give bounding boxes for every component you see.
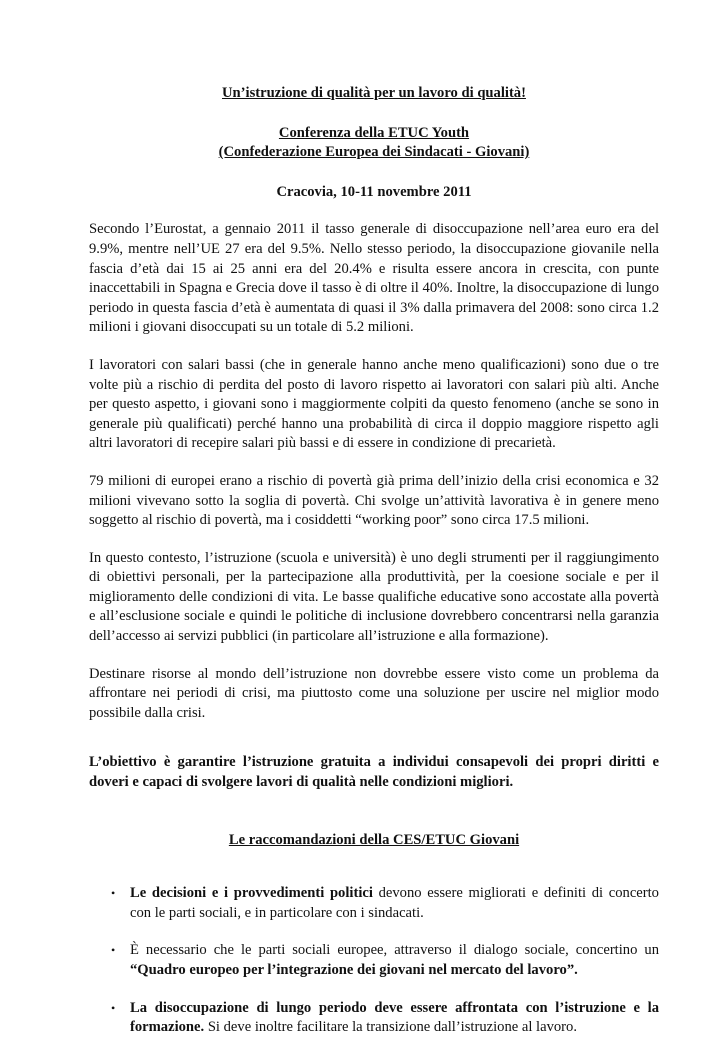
recommendations-list	[89, 884, 659, 1038]
paragraph-resources: Destinare risorse al mondo dell’istruzione non dovrebbe essere visto come un problema da affrontare nei periodi di crisi, ma piuttosto come una soluzione per uscire nel miglior modo possibile dalla crisi.	[89, 665, 659, 721]
recommendation-bold: “Quadro europeo per l’integrazione dei giovani nel mercato del lavoro”.	[130, 962, 578, 978]
recommendations-title: Le raccomandazioni della CES/ETUC Giovani	[228, 831, 520, 848]
document-header	[89, 84, 659, 202]
recommendation-text: Si deve inoltre facilitare la transizione dall’istruzione al lavoro.	[204, 1019, 577, 1036]
paragraph-education: In questo contesto, l’istruzione (scuola e università) è uno degli strumenti per il raggiungimento di obiettivi personali, per la partecipazione alla produttività, per la coesione sociale e per il miglioramento delle condizioni di vita. Le basse qualifiche educative sono accostate alla povertà e all’esclusione sociale e quindi le politiche di inclusione dovrebbero concentrarsi nella garanzia dell’accesso ai servizi pubblici (in particolare all’istruzione e alla formazione).	[89, 549, 659, 645]
conference-heading	[89, 124, 659, 163]
place-date: Cracovia, 10-11 novembre 2011	[276, 183, 472, 200]
paragraph-unemployment: Secondo l’Eurostat, a gennaio 2011 il tasso generale di disoccupazione nell’area euro era del 9.9%, mentre nell’UE 27 era del 9.5%. Nello stesso periodo, la disoccupazione giovanile nella fascia d’età dai 15 ai 25 anni era del 20.4% e risulta essere ancora in crescita, con punte inaccettabili in Spagna e Grecia dove il tasso è di oltre il 40%. Inoltre, la disoccupazione di lungo periodo in questa fascia d’età è aumentata di quasi il 3% dalla primavera del 2008: sono circa 1.2 milioni i giovani disoccupati su un totale di 5.2 milioni.	[89, 221, 659, 336]
document-title: Un’istruzione di qualità per un lavoro di qualità!	[222, 85, 526, 101]
conference-organization: (Confederazione Europea dei Sindacati - Giovani)	[218, 144, 530, 161]
objective-statement: L’obiettivo è garantire l’istruzione gratuita a individui consapevoli dei propri diritti e doveri e capaci di svolgere lavori di qualità nelle condizioni migliori.	[89, 754, 659, 791]
recommendation-text: devono essere migliorati e definiti di concerto con le parti sociali, e in particolare con i sindacati.	[130, 885, 659, 921]
recommendation-text: È necessario che le parti sociali europee, attraverso il dialogo sociale, concertino un	[130, 942, 659, 959]
bullet-icon: •	[111, 886, 116, 901]
bullet-icon: •	[111, 943, 116, 958]
conference-name: Conferenza della ETUC Youth	[278, 124, 470, 141]
recommendation-bold: La disoccupazione di lungo periodo deve essere affrontata con l’istruzione e la formazione.	[130, 999, 659, 1036]
list-item	[89, 884, 659, 923]
list-item	[89, 999, 659, 1038]
recommendation-bold: Le decisioni e i provvedimenti politici	[130, 885, 373, 902]
paragraph-poverty: 79 milioni di europei erano a rischio di povertà già prima dell’inizio della crisi economica e 32 milioni vivevano sotto la soglia di povertà. Chi svolge un’attività lavorativa è in genere meno soggetto al rischio di povertà, ma i cosiddetti “working poor” sono circa 17.5 milioni.	[89, 472, 659, 529]
paragraph-low-wages: I lavoratori con salari bassi (che in generale hanno anche meno qualificazioni) sono due o tre volte più a rischio di perdita del posto di lavoro rispetto ai lavoratori con salari più alti. Anche per questo aspetto, i giovani sono i maggiormente colpiti da questo fenomeno (anche se sono in generale più qualificati) perché hanno una probabilità di circa il doppio maggiore rispetto agli altri lavoratori di recepire salari più bassi e di essere in condizione di precarietà.	[89, 356, 659, 452]
list-item	[89, 941, 659, 980]
bullet-icon: •	[111, 1000, 116, 1015]
